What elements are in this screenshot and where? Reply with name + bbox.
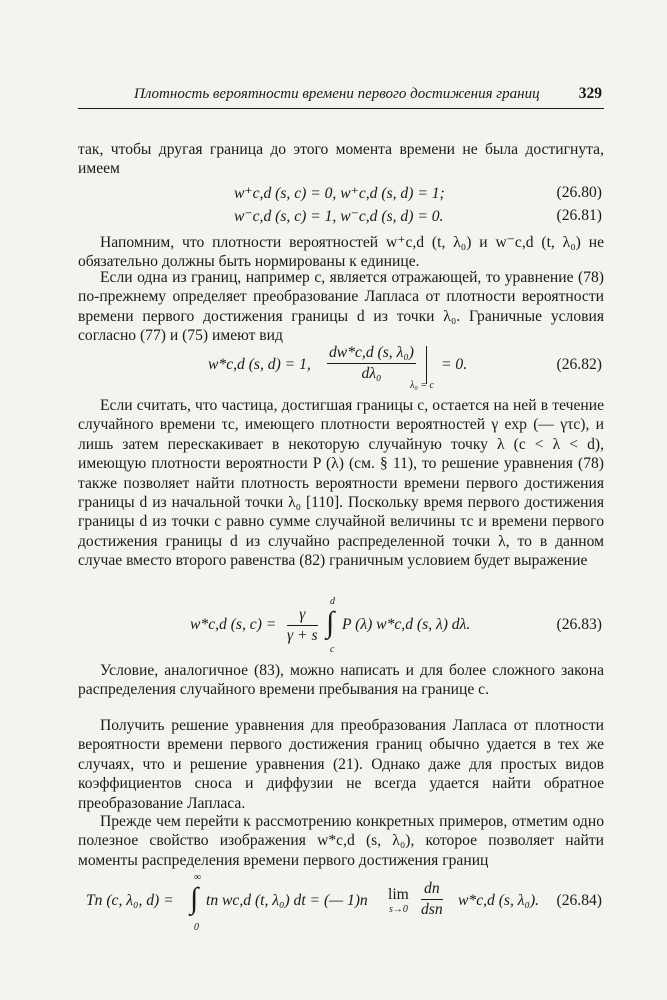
integral-upper-limit: ∞ (194, 872, 202, 883)
equation-26-81-formula: w⁻c,d (s, c) = 1, w⁻c,d (s, d) = 0. (234, 208, 444, 225)
equation-26-84-lhs: Tn (c, λ₀, d) = (86, 892, 174, 909)
integral-upper-limit: d (330, 596, 335, 607)
paragraph-4: Если считать, что частица, достигшая границы c, остается на ней в течение случайного времени τc, имеющего плотности вероятностей γ exp (— γτc), и лишь затем перескакивает в некоторую случайную точку λ (c < λ < d), имеющую плотности вероятности P (λ) (см. § 11), то решение уравнения (78) также позволяет найти плотность вероятности времени первого достижения границы d из начальной точки λ₀ [110]. Поскольку время первого достижения границы d из точки c равно сумме случайной величины τc и времени первого достижения границы d из случайно распределенной точки λ, то в данном случае вместо второго равенства (82) граничным условием будет выражение (78, 397, 604, 570)
equation-26-84 (78, 874, 604, 936)
equation-26-82-numerator: dw*c,d (s, λ₀) (327, 344, 416, 364)
equation-26-81-number: (26.81) (556, 207, 602, 224)
limit-operator (388, 886, 409, 915)
equation-26-82-denominator: dλ₀ (361, 365, 382, 382)
equation-26-84-tail: w*c,d (s, λ₀). (458, 892, 540, 909)
equation-26-84-numerator: dn (421, 880, 443, 900)
paragraph-7: Прежде чем перейти к рассмотрению конкретных примеров, отметим одно полезное свойство изображения w*c,d (s, λ₀), которое позволяет найти моменты распределения времени первого достижения границ (78, 813, 604, 869)
limit-label: lim (388, 886, 409, 903)
equation-26-83 (78, 598, 604, 656)
equation-26-83-number: (26.83) (556, 616, 602, 633)
page-number: 329 (578, 85, 602, 102)
equation-26-82-number: (26.82) (556, 356, 602, 373)
equation-26-83-fraction (284, 606, 321, 645)
equation-26-82-lhs: w*c,d (s, d) = 1, (208, 356, 311, 373)
paragraph-6: Получить решение уравнения для преобразования Лапласа от плотности вероятности времени первого достижения границ обычно удается в тех же случаях, что и решение уравнения (21). Однако даже для простых видов коэффициентов сноса и диффузии не всегда удается найти обратное преобразование Лапласа. (78, 717, 604, 812)
integral-lower-limit: 0 (194, 922, 199, 933)
running-title: Плотность вероятности времени первого достижения границ (134, 86, 540, 102)
equation-26-83-lhs: w*c,d (s, c) = (190, 616, 277, 633)
equation-26-80-formula: w⁺c,d (s, c) = 0, w⁺c,d (s, d) = 1; (234, 185, 445, 202)
integral-lower-limit: c (330, 644, 335, 655)
equation-26-84-fraction (418, 880, 446, 919)
limit-subscript: s→0 (388, 904, 408, 915)
equation-26-82-rhs: = 0. (441, 356, 468, 373)
paragraph-2: Напомним, что плотности вероятностей w⁺c,d (t, λ₀) и w⁻c,d (t, λ₀) не обязательно должны быть нормированы к единице. (78, 234, 604, 271)
equation-26-80-number: (26.80) (556, 184, 602, 201)
paragraph-1: так, чтобы другая граница до этого момента времени не была достигнута, имеем (78, 141, 604, 178)
evaluation-bar (426, 346, 427, 384)
integral-sign: ∫ (190, 882, 199, 915)
running-header (78, 84, 604, 109)
equation-26-84-denominator: dsn (421, 901, 443, 918)
paragraph-5: Условие, аналогичное (83), можно написать и для более сложного закона распределения случайного времени пребывания на границе c. (78, 662, 604, 699)
equation-26-83-numerator: γ (287, 606, 318, 626)
equation-26-82 (78, 344, 604, 392)
equation-26-81 (78, 205, 604, 231)
equation-26-83-integrand: P (λ) w*c,d (s, λ) dλ. (342, 616, 471, 633)
integral-sign: ∫ (326, 606, 335, 639)
equation-26-84-number: (26.84) (556, 892, 602, 909)
equation-26-83-denominator: γ + s (287, 627, 318, 644)
equation-26-82-eval-point: λ₀ = c (410, 380, 434, 391)
equation-26-84-integrand: tn wc,d (t, λ₀) dt = (— 1)n (206, 892, 368, 909)
paragraph-3: Если одна из границ, например c, является отражающей, то уравнение (78) по-прежнему определяет преобразование Лапласа от плотности вероятности времени первого достижения границы d из точки λ₀. Граничные условия согласно (77) и (75) имеют вид (78, 269, 604, 345)
equation-26-82-fraction (324, 344, 419, 383)
